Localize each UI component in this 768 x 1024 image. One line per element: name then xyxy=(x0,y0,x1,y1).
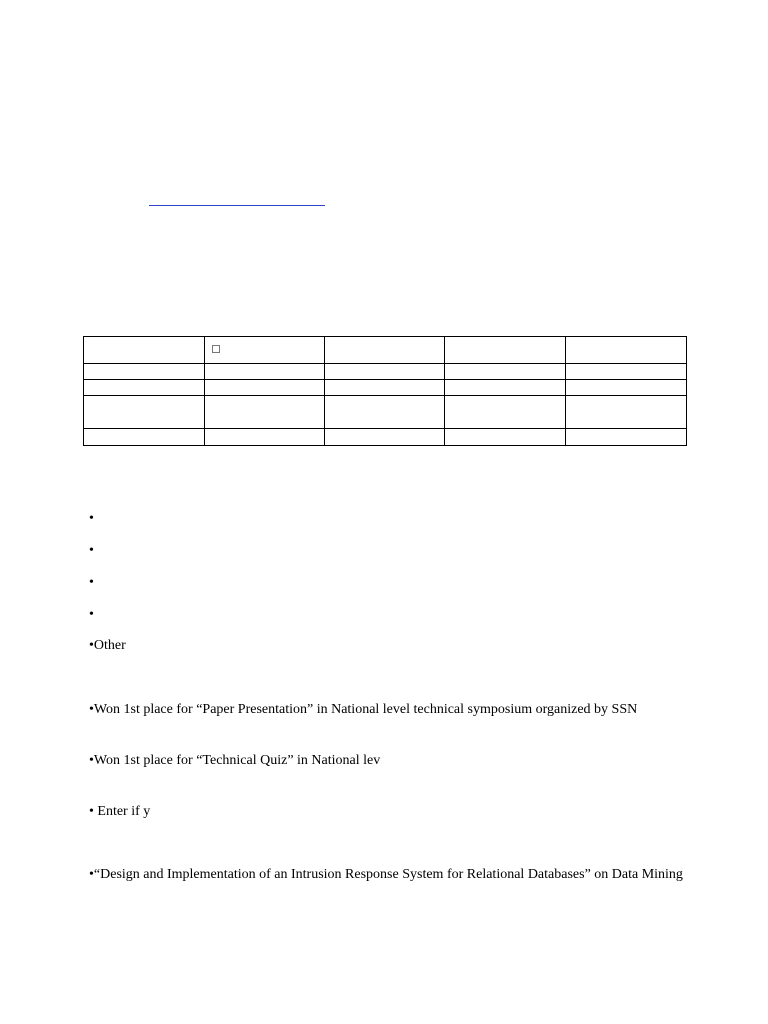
table-cell xyxy=(566,364,687,380)
table-cell xyxy=(84,429,205,446)
table-cell xyxy=(325,364,445,380)
table-row xyxy=(84,396,687,429)
table-cell xyxy=(84,380,205,396)
table-row xyxy=(84,364,687,380)
table-cell xyxy=(566,337,687,364)
checkbox-icon xyxy=(212,345,220,353)
list-item-bullet: • xyxy=(89,511,94,526)
table-cell xyxy=(84,396,205,429)
table-cell xyxy=(325,396,445,429)
table-cell xyxy=(325,429,445,446)
achievement-item: • Enter if y xyxy=(89,804,151,819)
table-cell xyxy=(205,396,325,429)
table-cell xyxy=(445,380,566,396)
table-cell xyxy=(566,429,687,446)
table-cell xyxy=(205,364,325,380)
table-cell xyxy=(445,396,566,429)
hyperlink-underline[interactable] xyxy=(149,205,325,206)
table-cell xyxy=(445,337,566,364)
table-cell xyxy=(205,429,325,446)
table-cell xyxy=(445,364,566,380)
table-cell xyxy=(325,337,445,364)
table-cell xyxy=(566,380,687,396)
table-cell xyxy=(325,380,445,396)
list-item-bullet: • xyxy=(89,543,94,558)
table-cell xyxy=(566,396,687,429)
achievement-item: •Won 1st place for “Paper Presentation” in National level technical symposium organized by SSN xyxy=(89,702,638,717)
table-row xyxy=(84,380,687,396)
table-cell xyxy=(445,429,566,446)
table-cell xyxy=(84,337,205,364)
table-row xyxy=(84,429,687,446)
table-row xyxy=(84,337,687,364)
empty-table xyxy=(83,336,687,446)
achievement-item: •Won 1st place for “Technical Quiz” in National lev xyxy=(89,753,381,768)
table-cell xyxy=(205,380,325,396)
table-cell xyxy=(205,337,325,364)
list-item-other: •Other xyxy=(89,638,126,653)
project-item: •“Design and Implementation of an Intrusion Response System for Relational Databases” on Data Mining xyxy=(89,867,683,882)
list-item-bullet: • xyxy=(89,575,94,590)
list-item-bullet: • xyxy=(89,607,94,622)
table-cell xyxy=(84,364,205,380)
